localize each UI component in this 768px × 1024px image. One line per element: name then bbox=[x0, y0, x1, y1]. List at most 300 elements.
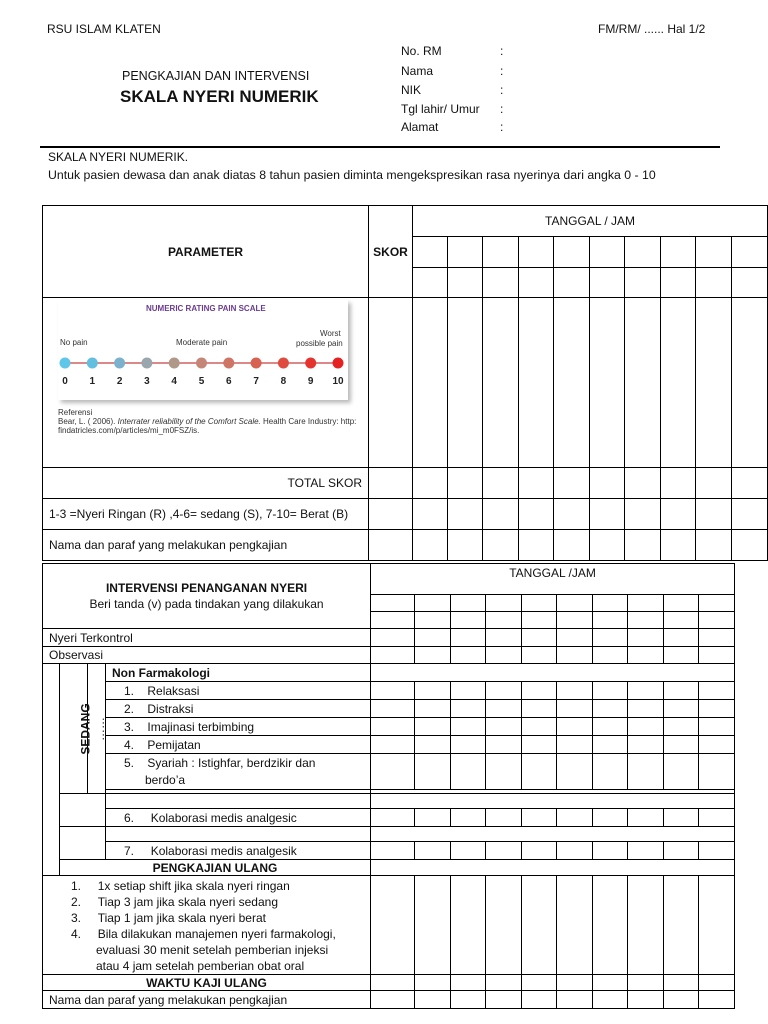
check-cell[interactable] bbox=[699, 809, 735, 827]
check-cell[interactable] bbox=[451, 754, 486, 790]
time-cell[interactable] bbox=[696, 268, 732, 298]
scale-number-7: 7 bbox=[253, 376, 259, 387]
check-cell[interactable] bbox=[557, 682, 593, 700]
signature-cell[interactable] bbox=[519, 530, 554, 561]
check-cell[interactable] bbox=[371, 809, 415, 827]
score-cell[interactable] bbox=[590, 298, 625, 468]
pengkajian-ulang-span bbox=[371, 860, 735, 876]
signature-cell[interactable] bbox=[415, 991, 451, 1009]
signature-cell[interactable] bbox=[625, 530, 661, 561]
item-number: 6. bbox=[124, 810, 135, 825]
signature-cell[interactable] bbox=[664, 991, 699, 1009]
intervention-header bbox=[43, 564, 371, 629]
check-cell[interactable] bbox=[628, 700, 664, 718]
date-cell[interactable] bbox=[448, 237, 483, 268]
check-cell[interactable] bbox=[557, 736, 593, 754]
legend-cell[interactable] bbox=[413, 499, 448, 530]
check-cell[interactable] bbox=[371, 736, 415, 754]
check-cell[interactable] bbox=[486, 842, 522, 860]
total-cell[interactable] bbox=[661, 468, 696, 499]
header-divider bbox=[40, 146, 720, 148]
total-cell[interactable] bbox=[483, 468, 519, 499]
scale-dot-8 bbox=[278, 358, 289, 369]
item-syariah-line-2: berdo’a bbox=[145, 773, 186, 787]
intro-heading: SKALA NYERI NUMERIK. bbox=[48, 150, 189, 164]
check-cell[interactable] bbox=[664, 647, 699, 664]
patient-field-sep: : bbox=[500, 44, 504, 58]
check-cell[interactable] bbox=[557, 876, 593, 975]
score-legend: 1-3 =Nyeri Ringan (R) ,4-6= sedang (S), 7-10= Berat (B) bbox=[43, 499, 369, 530]
signature-cell[interactable] bbox=[554, 530, 590, 561]
check-cell[interactable] bbox=[486, 718, 522, 736]
check-cell[interactable] bbox=[522, 647, 557, 664]
sedang-label: SEDANG bbox=[78, 702, 93, 755]
time-cell[interactable] bbox=[522, 612, 557, 629]
reference-title: Referensi bbox=[58, 408, 93, 417]
total-cell[interactable] bbox=[369, 468, 413, 499]
item-pemijatan bbox=[106, 736, 371, 754]
waktu-kaji-ulang-label: WAKTU KAJI ULANG bbox=[43, 975, 371, 991]
intro-text: Untuk pasien dewasa dan anak diatas 8 tahun pasien diminta mengekspresikan rasa nyerinya dari angka 0 - 10 bbox=[48, 168, 656, 182]
time-cell[interactable] bbox=[451, 612, 486, 629]
scale-dot-9 bbox=[305, 358, 316, 369]
score-cell[interactable] bbox=[448, 298, 483, 468]
signature-cell[interactable] bbox=[593, 991, 628, 1009]
scale-dot-5 bbox=[196, 358, 207, 369]
check-cell[interactable] bbox=[699, 876, 735, 975]
scale-number-6: 6 bbox=[226, 376, 232, 387]
check-cell[interactable] bbox=[699, 647, 735, 664]
dots-label: …… bbox=[93, 716, 107, 741]
reference-line-1 bbox=[58, 417, 356, 426]
legend-cell[interactable] bbox=[369, 499, 413, 530]
item-number: 2. bbox=[124, 701, 135, 716]
skor-header: SKOR bbox=[369, 206, 413, 298]
legend-cell[interactable] bbox=[625, 499, 661, 530]
score-cell[interactable] bbox=[519, 298, 554, 468]
check-cell[interactable] bbox=[451, 842, 486, 860]
pengkajian-ulang-header: PENGKAJIAN ULANG bbox=[60, 860, 371, 876]
time-cell[interactable] bbox=[448, 268, 483, 298]
ulang-item-cont-2: atau 4 jam setelah pemberian obat oral bbox=[96, 959, 305, 973]
non-farmakologi-label: Non Farmakologi bbox=[106, 664, 371, 682]
check-cell[interactable] bbox=[451, 700, 486, 718]
date-cell[interactable] bbox=[628, 595, 664, 612]
total-cell[interactable] bbox=[732, 468, 768, 499]
check-cell[interactable] bbox=[628, 876, 664, 975]
check-cell[interactable] bbox=[628, 809, 664, 827]
item-number: 1. bbox=[124, 683, 135, 698]
date-cell[interactable] bbox=[519, 237, 554, 268]
item-number: 2. bbox=[71, 895, 82, 909]
time-cell[interactable] bbox=[732, 268, 768, 298]
blank-cell bbox=[106, 794, 371, 809]
check-cell[interactable] bbox=[522, 718, 557, 736]
time-cell[interactable] bbox=[415, 612, 451, 629]
check-cell[interactable] bbox=[371, 876, 415, 975]
item-text: Relaksasi bbox=[147, 683, 200, 698]
check-cell[interactable] bbox=[522, 975, 557, 991]
signature-cell[interactable] bbox=[448, 530, 483, 561]
check-cell[interactable] bbox=[415, 754, 451, 790]
score-cell[interactable] bbox=[696, 298, 732, 468]
check-cell[interactable] bbox=[557, 718, 593, 736]
score-cell[interactable] bbox=[483, 298, 519, 468]
check-cell[interactable] bbox=[557, 975, 593, 991]
check-cell[interactable] bbox=[486, 629, 522, 647]
check-cell[interactable] bbox=[415, 647, 451, 664]
check-cell[interactable] bbox=[522, 629, 557, 647]
check-cell[interactable] bbox=[628, 736, 664, 754]
check-cell[interactable] bbox=[522, 809, 557, 827]
scale-dot-3 bbox=[141, 358, 152, 369]
check-cell[interactable] bbox=[415, 629, 451, 647]
check-cell[interactable] bbox=[628, 718, 664, 736]
time-cell[interactable] bbox=[699, 612, 735, 629]
item-relaksasi bbox=[106, 682, 371, 700]
blank-cell bbox=[371, 827, 735, 842]
patient-field-label-alamat: Alamat bbox=[401, 120, 439, 134]
time-cell[interactable] bbox=[628, 612, 664, 629]
sedang-cell bbox=[60, 664, 93, 794]
legend-cell[interactable] bbox=[554, 499, 590, 530]
score-cell[interactable] bbox=[732, 298, 768, 468]
scale-dot-10 bbox=[333, 358, 344, 369]
check-cell[interactable] bbox=[628, 629, 664, 647]
hospital-name: RSU ISLAM KLATEN bbox=[47, 22, 161, 36]
check-cell[interactable] bbox=[415, 736, 451, 754]
patient-field-label-nama: Nama bbox=[401, 64, 434, 78]
date-cell[interactable] bbox=[554, 237, 590, 268]
signature-cell[interactable] bbox=[483, 530, 519, 561]
signature-cell[interactable] bbox=[369, 530, 413, 561]
check-cell[interactable] bbox=[593, 700, 628, 718]
total-cell[interactable] bbox=[448, 468, 483, 499]
date-cell[interactable] bbox=[696, 237, 732, 268]
check-cell[interactable] bbox=[486, 754, 522, 790]
check-cell[interactable] bbox=[664, 754, 699, 790]
moderate-pain-label: Moderate pain bbox=[176, 338, 228, 347]
check-cell[interactable] bbox=[664, 718, 699, 736]
check-cell[interactable] bbox=[557, 754, 593, 790]
scale-number-8: 8 bbox=[280, 376, 287, 387]
title-big: SKALA NYERI NUMERIK bbox=[120, 87, 319, 106]
check-cell[interactable] bbox=[593, 629, 628, 647]
check-cell[interactable] bbox=[664, 876, 699, 975]
check-cell[interactable] bbox=[557, 629, 593, 647]
date-cell[interactable] bbox=[371, 595, 415, 612]
signature-label-2: Nama dan paraf yang melakukan pengkajian bbox=[43, 991, 371, 1009]
date-cell[interactable] bbox=[732, 237, 768, 268]
ulang-item bbox=[71, 894, 370, 910]
scale-number-10: 10 bbox=[332, 376, 344, 387]
patient-field-label-rm: No. RM bbox=[401, 44, 442, 58]
date-cell[interactable] bbox=[486, 595, 522, 612]
legend-cell[interactable] bbox=[519, 499, 554, 530]
item-number: 3. bbox=[124, 719, 135, 734]
check-cell[interactable] bbox=[593, 876, 628, 975]
date-cell[interactable] bbox=[593, 595, 628, 612]
date-cell[interactable] bbox=[483, 237, 519, 268]
reference-author: Bear, L. ( 2006). bbox=[58, 417, 118, 426]
date-cell[interactable] bbox=[451, 595, 486, 612]
scale-dot-2 bbox=[114, 358, 125, 369]
tanggal-jam-header: TANGGAL / JAM bbox=[413, 206, 768, 237]
check-cell[interactable] bbox=[486, 700, 522, 718]
check-cell[interactable] bbox=[664, 682, 699, 700]
pain-scale-graphic bbox=[58, 300, 348, 400]
check-cell[interactable] bbox=[415, 718, 451, 736]
item-number: 5. bbox=[124, 756, 135, 770]
check-cell[interactable] bbox=[664, 842, 699, 860]
signature-cell[interactable] bbox=[371, 991, 415, 1009]
scale-number-4: 4 bbox=[171, 376, 177, 387]
date-cell[interactable] bbox=[590, 237, 625, 268]
date-cell[interactable] bbox=[661, 237, 696, 268]
item-text: Pemijatan bbox=[147, 737, 201, 752]
total-cell[interactable] bbox=[696, 468, 732, 499]
scale-dot-0 bbox=[60, 358, 71, 369]
date-cell[interactable] bbox=[699, 595, 735, 612]
date-cell[interactable] bbox=[413, 237, 448, 268]
check-cell[interactable] bbox=[664, 629, 699, 647]
check-cell[interactable] bbox=[593, 754, 628, 790]
check-cell[interactable] bbox=[415, 700, 451, 718]
check-cell[interactable] bbox=[628, 682, 664, 700]
date-cell[interactable] bbox=[415, 595, 451, 612]
check-cell[interactable] bbox=[593, 809, 628, 827]
item-syariah bbox=[106, 754, 371, 790]
signature-cell[interactable] bbox=[557, 991, 593, 1009]
time-cell[interactable] bbox=[519, 268, 554, 298]
intervention-table bbox=[42, 563, 735, 1009]
blank-cell bbox=[60, 794, 106, 827]
worst-pain-label-1: Worst bbox=[320, 329, 341, 338]
date-cell[interactable] bbox=[557, 595, 593, 612]
check-cell[interactable] bbox=[371, 842, 415, 860]
legend-cell[interactable] bbox=[483, 499, 519, 530]
time-cell[interactable] bbox=[593, 612, 628, 629]
score-cell[interactable] bbox=[413, 298, 448, 468]
score-cell[interactable] bbox=[554, 298, 590, 468]
check-cell[interactable] bbox=[522, 736, 557, 754]
check-cell[interactable] bbox=[451, 736, 486, 754]
check-cell[interactable] bbox=[664, 736, 699, 754]
check-cell[interactable] bbox=[451, 647, 486, 664]
check-cell[interactable] bbox=[522, 876, 557, 975]
ulang-item bbox=[71, 926, 370, 942]
check-cell[interactable] bbox=[593, 647, 628, 664]
item-text: Distraksi bbox=[147, 701, 194, 716]
time-cell[interactable] bbox=[664, 612, 699, 629]
tanggal-jam-header-2: TANGGAL /JAM bbox=[371, 564, 735, 595]
check-cell[interactable] bbox=[486, 876, 522, 975]
check-cell[interactable] bbox=[486, 647, 522, 664]
item-number: 1. bbox=[71, 879, 82, 893]
total-skor-label: TOTAL SKOR bbox=[43, 468, 369, 499]
legend-cell[interactable] bbox=[590, 499, 625, 530]
check-cell[interactable] bbox=[699, 842, 735, 860]
check-cell[interactable] bbox=[415, 876, 451, 975]
check-cell[interactable] bbox=[628, 842, 664, 860]
patient-field-label-tgl: Tgl lahir/ Umur bbox=[401, 102, 480, 116]
signature-cell[interactable] bbox=[413, 530, 448, 561]
time-cell[interactable] bbox=[483, 268, 519, 298]
check-cell[interactable] bbox=[664, 809, 699, 827]
intervention-title: INTERVENSI PENANGANAN NYERI bbox=[105, 581, 308, 595]
check-cell[interactable] bbox=[415, 682, 451, 700]
check-cell[interactable] bbox=[664, 700, 699, 718]
left-margin-cell bbox=[43, 664, 60, 876]
legend-cell[interactable] bbox=[696, 499, 732, 530]
signature-cell[interactable] bbox=[451, 991, 486, 1009]
time-cell[interactable] bbox=[590, 268, 625, 298]
item-text: Syariah : Istighfar, berdzikir dan bbox=[147, 756, 316, 770]
check-cell[interactable] bbox=[593, 842, 628, 860]
item-text: Kolaborasi medis analgesic bbox=[150, 810, 297, 825]
patient-field-label-nik: NIK bbox=[401, 83, 422, 97]
check-cell[interactable] bbox=[451, 682, 486, 700]
check-cell[interactable] bbox=[699, 754, 735, 790]
check-cell[interactable] bbox=[451, 975, 486, 991]
parameter-header: PARAMETER bbox=[43, 206, 369, 298]
check-cell[interactable] bbox=[371, 682, 415, 700]
signature-cell[interactable] bbox=[661, 530, 696, 561]
total-cell[interactable] bbox=[554, 468, 590, 499]
check-cell[interactable] bbox=[557, 700, 593, 718]
reference-line-2: findatricles.com/p/articles/mi_m0FSZ/is. bbox=[58, 426, 200, 435]
check-cell[interactable] bbox=[486, 975, 522, 991]
check-cell[interactable] bbox=[415, 809, 451, 827]
item-text: 1x setiap shift jika skala nyeri ringan bbox=[97, 879, 290, 893]
check-cell[interactable] bbox=[522, 754, 557, 790]
check-cell[interactable] bbox=[451, 809, 486, 827]
date-cell[interactable] bbox=[522, 595, 557, 612]
check-cell[interactable] bbox=[451, 718, 486, 736]
scale-number-9: 9 bbox=[307, 376, 314, 387]
check-cell[interactable] bbox=[593, 682, 628, 700]
signature-cell[interactable] bbox=[628, 991, 664, 1009]
check-cell[interactable] bbox=[699, 682, 735, 700]
time-cell[interactable] bbox=[625, 268, 661, 298]
intervention-subtitle: Beri tanda (v) pada tindakan yang dilakukan bbox=[89, 597, 324, 611]
time-cell[interactable] bbox=[557, 612, 593, 629]
signature-cell[interactable] bbox=[696, 530, 732, 561]
blank-cell bbox=[60, 827, 106, 860]
check-cell[interactable] bbox=[699, 629, 735, 647]
scale-number-1: 1 bbox=[89, 376, 96, 387]
check-cell[interactable] bbox=[699, 700, 735, 718]
nyeri-terkontrol-label: Nyeri Terkontrol bbox=[43, 629, 371, 647]
signature-cell[interactable] bbox=[486, 991, 522, 1009]
patient-field-sep: : bbox=[500, 64, 504, 78]
check-cell[interactable] bbox=[557, 647, 593, 664]
legend-cell[interactable] bbox=[732, 499, 768, 530]
check-cell[interactable] bbox=[557, 842, 593, 860]
scale-dot-4 bbox=[169, 358, 180, 369]
check-cell[interactable] bbox=[628, 975, 664, 991]
check-cell[interactable] bbox=[415, 975, 451, 991]
check-cell[interactable] bbox=[451, 629, 486, 647]
check-cell[interactable] bbox=[699, 718, 735, 736]
check-cell[interactable] bbox=[371, 647, 415, 664]
check-cell[interactable] bbox=[486, 809, 522, 827]
check-cell[interactable] bbox=[371, 754, 415, 790]
patient-field-sep: : bbox=[500, 120, 504, 134]
score-cell[interactable] bbox=[369, 298, 413, 468]
item-kolaborasi-analgesik bbox=[106, 842, 371, 860]
signature-cell[interactable] bbox=[590, 530, 625, 561]
check-cell[interactable] bbox=[486, 736, 522, 754]
scale-number-3: 3 bbox=[144, 376, 150, 387]
signature-cell[interactable] bbox=[522, 991, 557, 1009]
reference-publisher: Health Care Industry: http: bbox=[260, 417, 357, 426]
pain-scale-title: NUMERIC RATING PAIN SCALE bbox=[146, 304, 266, 313]
item-kolaborasi-analgesic bbox=[106, 809, 371, 827]
check-cell[interactable] bbox=[371, 629, 415, 647]
date-cell[interactable] bbox=[664, 595, 699, 612]
legend-cell[interactable] bbox=[661, 499, 696, 530]
ulang-item-cont-1: evaluasi 30 menit setelah pemberian injeksi bbox=[96, 943, 329, 957]
blank-cell bbox=[371, 794, 735, 809]
score-cell[interactable] bbox=[661, 298, 696, 468]
check-cell[interactable] bbox=[628, 647, 664, 664]
check-cell[interactable] bbox=[593, 975, 628, 991]
check-cell[interactable] bbox=[522, 842, 557, 860]
no-pain-label: No pain bbox=[60, 338, 88, 347]
total-cell[interactable] bbox=[590, 468, 625, 499]
time-cell[interactable] bbox=[413, 268, 448, 298]
time-cell[interactable] bbox=[661, 268, 696, 298]
check-cell[interactable] bbox=[593, 736, 628, 754]
scale-number-0: 0 bbox=[62, 376, 68, 387]
item-syariah-line-1 bbox=[124, 755, 370, 772]
item-text: Imajinasi terbimbing bbox=[147, 719, 255, 734]
time-cell[interactable] bbox=[554, 268, 590, 298]
time-cell[interactable] bbox=[371, 612, 415, 629]
check-cell[interactable] bbox=[371, 700, 415, 718]
check-cell[interactable] bbox=[486, 682, 522, 700]
item-number: 4. bbox=[71, 927, 82, 941]
patient-field-sep: : bbox=[500, 102, 504, 116]
worst-pain-label-2: possible pain bbox=[296, 339, 343, 348]
check-cell[interactable] bbox=[628, 754, 664, 790]
check-cell[interactable] bbox=[557, 809, 593, 827]
total-cell[interactable] bbox=[519, 468, 554, 499]
total-cell[interactable] bbox=[413, 468, 448, 499]
scale-number-2: 2 bbox=[116, 376, 123, 387]
check-cell[interactable] bbox=[522, 682, 557, 700]
check-cell[interactable] bbox=[371, 718, 415, 736]
score-cell[interactable] bbox=[625, 298, 661, 468]
check-cell[interactable] bbox=[664, 975, 699, 991]
signature-cell[interactable] bbox=[732, 530, 768, 561]
item-text: Bila dilakukan manajemen nyeri farmakologi, bbox=[97, 927, 336, 941]
signature-cell[interactable] bbox=[699, 991, 735, 1009]
total-cell[interactable] bbox=[625, 468, 661, 499]
time-cell[interactable] bbox=[486, 612, 522, 629]
check-cell[interactable] bbox=[699, 975, 735, 991]
check-cell[interactable] bbox=[593, 718, 628, 736]
check-cell[interactable] bbox=[451, 876, 486, 975]
check-cell[interactable] bbox=[522, 700, 557, 718]
check-cell[interactable] bbox=[371, 975, 415, 991]
check-cell[interactable] bbox=[699, 736, 735, 754]
legend-cell[interactable] bbox=[448, 499, 483, 530]
item-number: 4. bbox=[124, 737, 135, 752]
check-cell[interactable] bbox=[415, 842, 451, 860]
date-cell[interactable] bbox=[625, 237, 661, 268]
